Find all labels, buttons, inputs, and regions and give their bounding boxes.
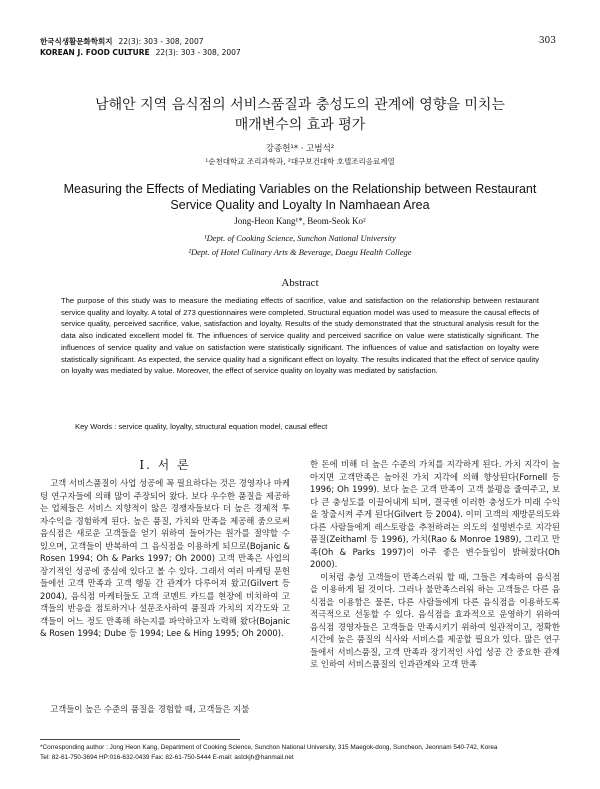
left-column-para1 [40, 477, 290, 640]
title-en-line2: Service Quality and Loyalty In Namhaean Area [170, 198, 430, 212]
keywords-label: Key Words : [75, 422, 117, 431]
title-kr-line2: 매개변수의 효과 평가 [234, 117, 366, 133]
title-kr-line1: 남해안 지역 음식점의 서비스품질과 충성도의 관계에 영향을 미치는 [95, 97, 505, 113]
right-column [310, 458, 560, 671]
authors-en: Jong-Heon Kang¹*, Beom-Seok Ko² [234, 216, 366, 226]
journal-name-kr: 한국식생활문화학회지 [40, 37, 113, 46]
affiliation-1: ¹Dept. of Cooking Science, Sunchon National University [204, 233, 396, 243]
paragraph: 한 돈에 비해 더 높은 수준의 가치를 지각하게 된다. 가치 지각이 높아지면 고객만족은 높아진 가치 지각에 의해 향상된다(Fornell 등 1996; Oh 1999). 보다 높은 고객 만족이 고객 불평을 줄여주고, 보다 큰 충성도를 이끌어내게 되며, 결국엔 이러한 충성도가 미래 수익을 창출시켜 주게 된다(Gilvert 등 2004). 이미 고객의 재방문의도와 다른 사람들에게 레스토랑을 추천하려는 의도의 설명변수로 지각된 품질(Zeithaml 등 1996), 가치(Rao & Monroe 1989), 그리고 만족(Oh & Parks 1997)이 아주 좋은 변수들임이 밝혀졌다(Oh 2000). [310, 459, 560, 569]
paragraph: 고객 서비스품질이 사업 성공에 꼭 필요하다는 것은 경영자나 마케팅 연구자들에 의해 많이 주장되어 왔다. 보다 우수한 품질을 제공하는 업체들은 서비스 지향적이 않은 경쟁자들보다 더 높은 경제적 투자수익을 경험하게 된다. 높은 품질, 가치와 만족을 제공해 줌으로써 음식점은 새로운 고객들을 얻기 위하여 들어가는 원가를 절약할 수 있으며, 고객들이 반복하여 그 음식점을 이용하게 되므로(Bojanic & Rosen 1994; Oh & Parks 1997; Oh 2000) 고객 만족은 사업의 장기적인 성공에 중심에 있다고 볼 수 있다. 그래서 여러 마케팅 문헌들에선 고객 만족과 고객 행동 간 관계가 다루어져 왔고(Gilvert 등 2004), 음식점 마케터들도 고객 코멘트 카드를 현장에 비치하여 고객들의 반응을 점토하거나 설문조사하여 품질과 가치의 지각도와 고객들이 어느 정도 만족해 하는지를 파악하고자 노력해 왔다(Bojanic & Rosen 1994; Dube 등 1994; Lee & Hing 1995; Oh 2000). [40, 478, 290, 638]
title-en-line1: Measuring the Effects of Mediating Variables on the Relationship between Restaurant [63, 182, 537, 196]
abstract-heading: Abstract [281, 277, 319, 289]
keywords-text: service quality, loyalty, structural equation model, causal effect [118, 422, 328, 431]
affiliation-2: ²Dept. of Hotel Culinary Arts & Beverage, Daegu Health College [188, 247, 412, 257]
section-heading-introduction: I. 서 론 [139, 458, 191, 472]
keywords [75, 422, 327, 431]
paragraph: 이처럼 충성 고객들이 만족스러워 할 때, 그들은 계속하여 음식점을 이용하게 될 것이다. 그러나 불만족스러워 하는 고객들은 다른 음식점을 이용함은 물론, 다른 사람들에게 다른 음식점을 이용하도록 적극적으로 선동할 수 있다. 음식점을 효과적으로 운영하기 위하여 음식점 경영자들은 고객들을 만족시키기 위하여 일관적이고, 정확한 시간에 높은 품질의 식사와 서비스를 제공할 필요가 있다. 많은 연구들에서 서비스품질, 고객 만족과 장기적인 사업 성공 간 중요한 관계로 인하여 서비스품질의 인과관계와 고객 만족 [310, 571, 560, 669]
journal-name-en: KOREAN J. FOOD CULTURE [40, 48, 150, 57]
citation-en: 22(3): 303 - 308, 2007 [155, 48, 241, 57]
page-number: 303 [538, 36, 556, 46]
abstract-body: The purpose of this study was to measure the mediating effects of sacrifice, value and satisfaction on the relationship between restaurant service quality and loyalty. A total of 273 questionnaires were completed. Structural equation model was used to measure the causal effects of service quality, perceived sacrifice, value, satisfaction and loyalty. Results of the study demonstrated that the structural analysis result for the data also indicated excellent model fit. The influences of service quality and perceived sacrifice on value were statistically significant. The influences of service quality and value on satisfaction were statistically significant. The influences of value and satisfaction on loyalty were statistically significant. As expected, the service quality had a significant effect on loyalty. The results indicated that the effect of service qaulity on loyalty was mediated by value. Moreover, the effect of service quality on loyalty was mediated by satisfaction. [61, 296, 539, 376]
affiliations-kr: ¹순천대학교 조리과학과, ²대구보건대학 호텔조리음료계열 [205, 157, 395, 166]
paragraph: 고객들이 높은 수준의 품질을 경험할 때, 고객들은 지불 [50, 704, 250, 714]
citation-kr: 22(3): 303 - 308, 2007 [118, 37, 204, 46]
footnote-divider [40, 739, 240, 740]
left-column-para2 [40, 703, 290, 716]
footnote-corresponding-author: *Corresponding author : Jong Heon Kang, Department of Cooking Science, Sunchon National University, 315 Maegok-dong, Suncheon, Jeonnam 540-742, Korea [40, 744, 498, 751]
authors-kr: 강종헌¹* · 고범석² [265, 144, 335, 154]
journal-header [40, 36, 241, 58]
footnote-contact: Tel: 82-61-750-3694 HP:016-632-0439 Fax: 82-61-750-5444 E-mail: astckjh@hanmail.net [40, 754, 294, 761]
